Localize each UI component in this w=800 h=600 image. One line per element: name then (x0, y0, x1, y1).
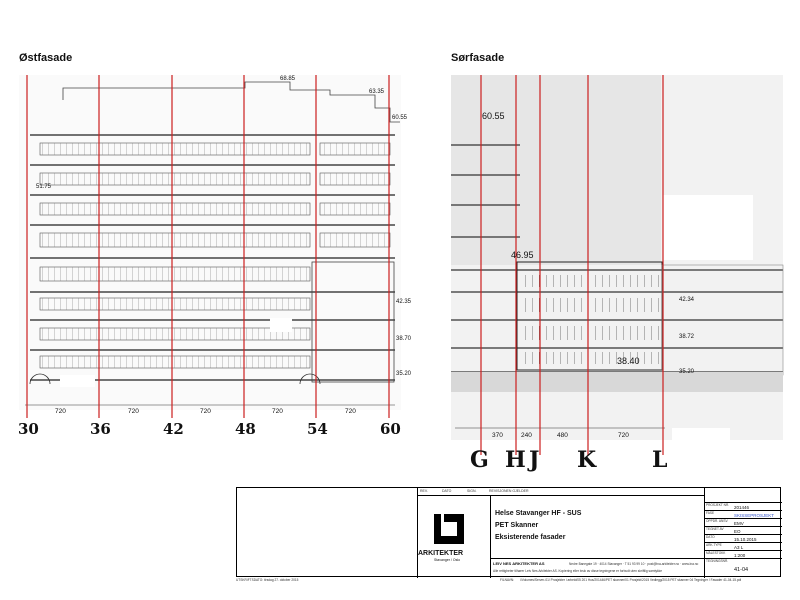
responsible-value: EMV (734, 521, 744, 526)
company-name: LEIV NES ARKITEKTER AS (493, 561, 545, 566)
south-axis-label: K (577, 447, 597, 473)
elevation-mark: 42.35 (396, 299, 412, 305)
field-label: MÅLESTOKK (706, 551, 726, 555)
field-label: OPPDR. ANSV. (706, 519, 729, 523)
logo-icon (432, 512, 468, 546)
project-line-2: PET Skanner (495, 522, 539, 529)
elevation-mark: 38.70 (396, 336, 412, 342)
title-block (236, 487, 781, 577)
south-axis-label: H (505, 447, 526, 473)
logo-subtitle: Stavanger / Oslo (434, 558, 461, 562)
field-label: ARK.TYPE (706, 543, 722, 547)
elevation-mark: 60.55 (482, 111, 505, 121)
company-address: Nedre Banegate 19 · 4014 Stavanger · T 51 93 99 10 · post@lna-arkitekter.no · www.lna.no (569, 562, 699, 566)
east-dimension: 720 (128, 408, 139, 415)
east-dimension: 720 (200, 408, 211, 415)
logo-name: ARKITEKTER (418, 550, 464, 557)
field-label: DATO (706, 535, 715, 539)
file-path: //Volumes/Server-01/ Prosjekter i arbeid/05 201 Hus/201446/PET skanner/01 Prosjekt/2015 Vedlegg/2015 PET skanner 04 Tegninger / Fasader 41-04-15.pdf (520, 578, 742, 582)
east-axis-label: 48 (235, 420, 256, 438)
date-value: 15.10.2015 (734, 537, 757, 542)
elevation-mark: 38.40 (617, 356, 640, 366)
elevation-mark: 63.35 (369, 89, 385, 95)
east-dimension: 720 (272, 408, 283, 415)
paper-type-value: A3 L (734, 545, 744, 550)
phase-value: SKISSEPROSJEKT (734, 513, 775, 518)
south-dimension: 370 (492, 432, 503, 439)
drawn-by-value: EO (734, 529, 741, 534)
field-label: FASE (706, 511, 715, 515)
east-facade-title: Østfasade (19, 52, 73, 64)
south-facade-title: Sørfasade (451, 52, 505, 64)
east-dimension: 720 (55, 408, 66, 415)
south-dimension: 240 (521, 432, 532, 439)
elevation-mark: 35.20 (679, 369, 695, 375)
project-line-3: Eksisterende fasader (495, 534, 566, 541)
south-axis-label: J (529, 447, 540, 473)
field-label: TEGNET AV (706, 527, 724, 531)
elevation-mark: 46.95 (511, 250, 534, 260)
east-axis-label: 30 (18, 420, 39, 438)
scale-value: 1:200 (734, 553, 746, 558)
east-axis-label: 54 (307, 420, 328, 438)
field-label: PROSJEKT NR. (706, 503, 730, 507)
south-axis-label: G (470, 447, 489, 473)
drawing-number: 41-04 (734, 567, 749, 573)
copyright-note: Alle rettigheter tilhører Leiv Nes Arkitekter AS. Kopiering eller bruk av disse tegningene er forbudt uten skriftlig samtykke (493, 569, 663, 573)
sign-header: SIGN. (467, 489, 477, 493)
elevation-mark: 60.55 (392, 115, 408, 121)
rev-header: REV. (420, 489, 428, 493)
project-line-1: Helse Stavanger HF - SUS (495, 510, 582, 517)
field-label: TEGNINGSNR. (706, 559, 729, 563)
south-dimension: 720 (618, 432, 629, 439)
print-date: UTSKRIFTSDATO: tirsdag 27. oktober 2015 (236, 578, 299, 582)
elevation-mark: 38.72 (679, 334, 695, 340)
east-dimension: 720 (345, 408, 356, 415)
elevation-mark: 51.75 (36, 184, 52, 190)
south-dimension: 480 (557, 432, 568, 439)
date-header: DATO (442, 489, 452, 493)
east-axis-label: 60 (380, 420, 401, 438)
elevation-mark: 42.34 (679, 297, 695, 303)
east-axis-label: 36 (90, 420, 111, 438)
east-axis-label: 42 (163, 420, 184, 438)
elevation-mark: 68.85 (280, 76, 296, 82)
file-label: FILNAVN: (500, 578, 515, 582)
project-number: 201446 (734, 505, 750, 510)
elevation-mark: 35.20 (396, 371, 412, 377)
revision-header: REVISJONEN GJELDER (489, 489, 529, 493)
south-axis-label: L (652, 447, 668, 473)
